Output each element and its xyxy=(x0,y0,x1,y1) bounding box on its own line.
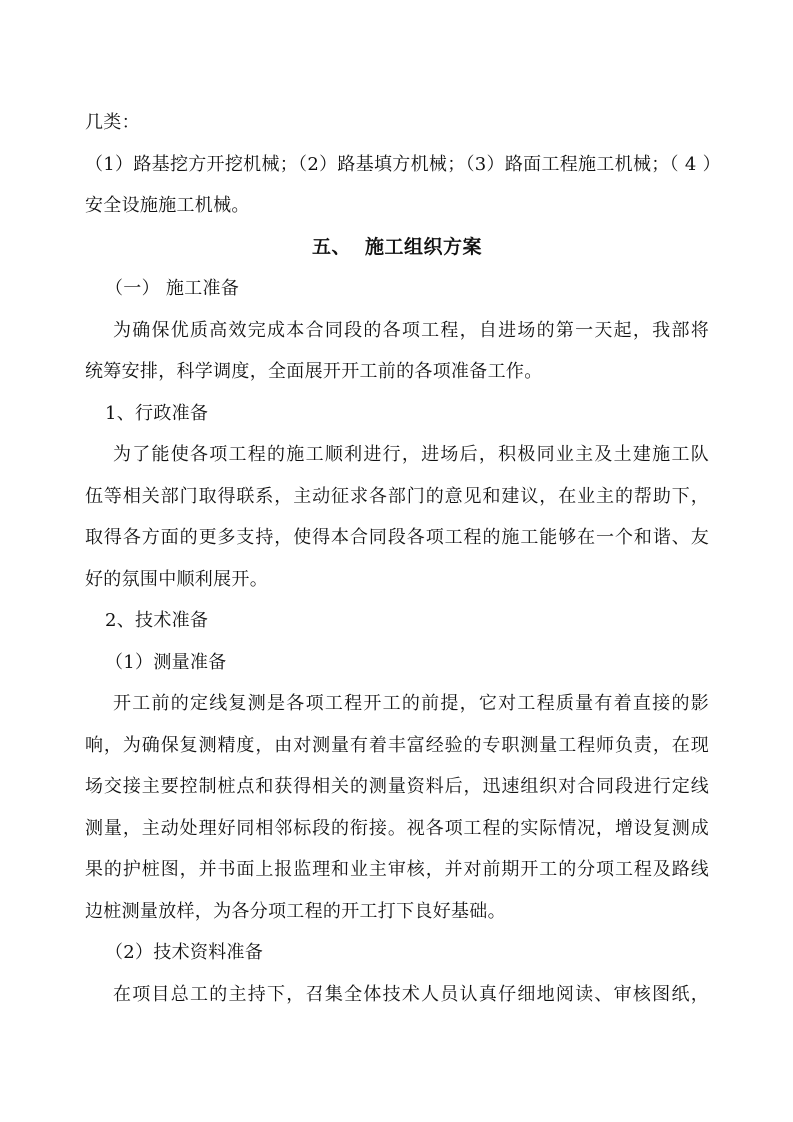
subsection-title: （一） 施工准备 xyxy=(105,278,240,299)
paragraph-line: 响，为确保复测精度，由对测量有着丰富经验的专职测量工程师负责，在现 xyxy=(85,734,709,756)
text-line: 几类： xyxy=(85,112,140,133)
document-page xyxy=(85,102,721,1015)
paragraph-line: 果的护桩图，并书面上报监理和业主审核，并对前期开工的分项工程及路线 xyxy=(85,859,709,880)
paragraph-line: 场交接主要控制桩点和获得相关的测量资料后，迅速组织对合同段进行定线 xyxy=(85,776,709,797)
paragraph-line: 取得各方面的更多支持，使得本合同段各项工程的施工能够在一个和谐、友 xyxy=(85,527,709,548)
section-number: 五、 xyxy=(311,235,351,258)
item-title: 1、行政准备 xyxy=(105,402,209,424)
subitem-title: （1）测量准备 xyxy=(105,651,227,673)
paragraph-line: 为确保优质高效完成本合同段的各项工程，自进场的第一天起，我部将 xyxy=(113,319,709,341)
text-line: （1）路基挖方开挖机械；（2）路基填方机械；（3）路面工程施工机械；（ 4 ） xyxy=(85,153,721,175)
section-heading xyxy=(85,227,709,269)
paragraph-line: 伍等相关部门取得联系，主动征求各部门的意见和建议，在业主的帮助下， xyxy=(85,485,709,507)
subitem-title: （2）技术资料准备 xyxy=(105,942,264,963)
paragraph-line: 边桩测量放样，为各分项工程的开工打下良好基础。 xyxy=(85,900,506,922)
paragraph-line: 测量，主动处理好同相邻标段的衔接。视各项工程的实际情况，增设复测成 xyxy=(85,817,709,839)
paragraph-line: 为了能使各项工程的施工顺利进行，进场后，积极同业主及土建施工队 xyxy=(113,444,709,465)
section-title: 施工组织方案 xyxy=(365,235,483,258)
paragraph-line: 好的氛围中顺利展开。 xyxy=(85,568,268,590)
paragraph-line: 统筹安排，科学调度，全面展开开工前的各项准备工作。 xyxy=(85,361,543,382)
item-title: 2、技术准备 xyxy=(105,610,209,631)
text-line: 安全设施施工机械。 xyxy=(85,195,250,216)
paragraph-line: 开工前的定线复测是各项工程开工的前提，它对工程质量有着直接的影 xyxy=(113,693,709,714)
paragraph-line: 在项目总工的主持下，召集全体技术人员认真仔细地阅读、审核图纸， xyxy=(113,983,709,1005)
